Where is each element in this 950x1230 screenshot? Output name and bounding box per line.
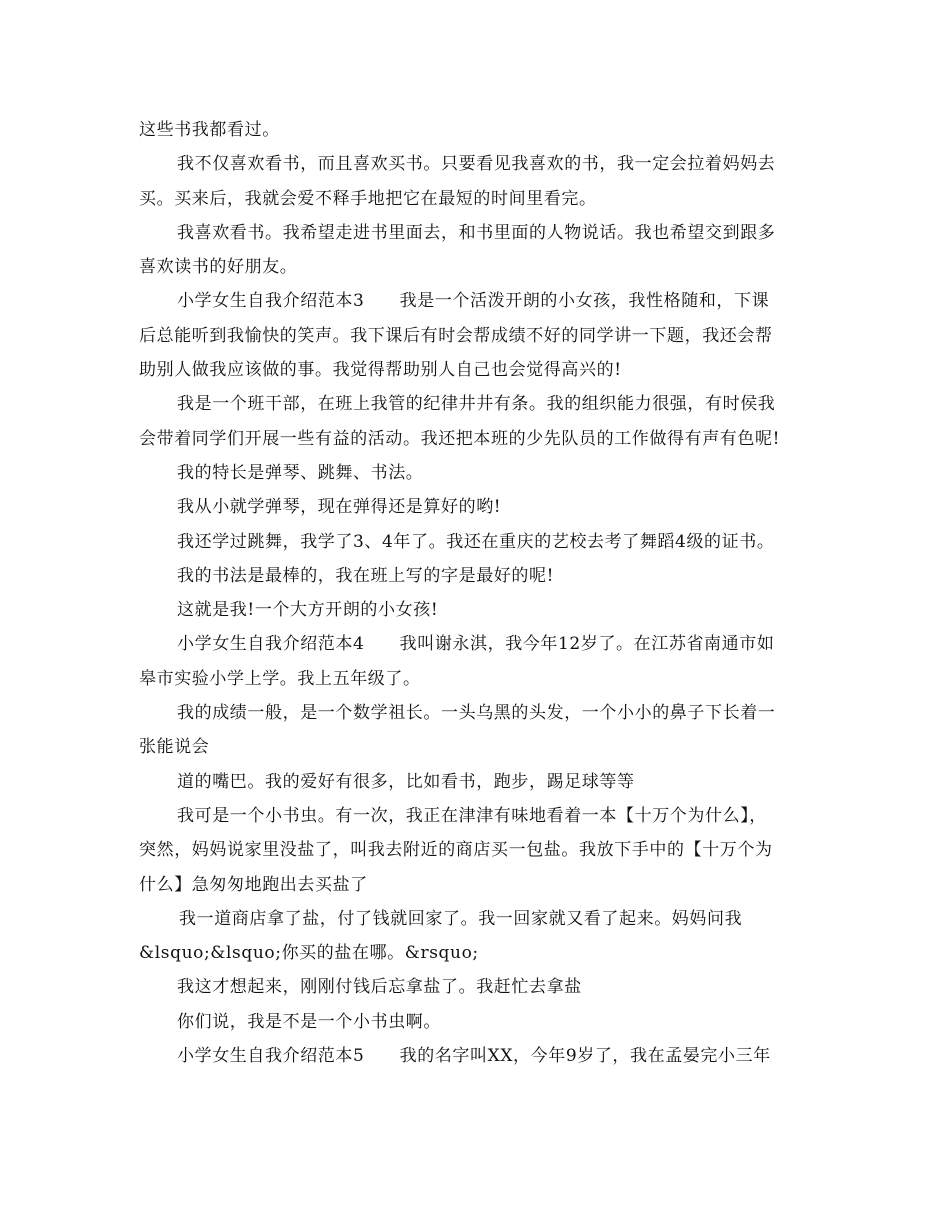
text-line: 我喜欢看书。我希望走进书里面去，和书里面的人物说话。我也希望交到跟多 <box>177 222 776 243</box>
text-line: 道的嘴巴。我的爱好有很多，比如看书，跑步，踢足球等等 <box>177 771 635 792</box>
text-line: 什么】急匆匆地跑出去买盐了 <box>139 874 368 895</box>
section-heading-line: 小学女生自我介绍范本4 我叫谢永淇，我今年12岁了。在江苏省南通市如 <box>177 634 775 655</box>
section-heading-line: 小学女生自我介绍范本5 我的名字叫XX，今年9岁了，我在孟晏完小三年 <box>177 1046 771 1067</box>
text-line: 买。买来后，我就会爱不释手地把它在最短的时间里看完。 <box>139 188 597 209</box>
text-line: 你们说，我是不是一个小书虫啊。 <box>177 1011 441 1032</box>
text-line: 这就是我!一个大方开朗的小女孩! <box>177 600 439 621</box>
text-line: 喜欢读书的好朋友。 <box>139 257 298 278</box>
text-line: 助别人做我应该做的事。我觉得帮助别人自己也会觉得高兴的! <box>139 360 622 381</box>
text-line: 我从小就学弹琴，现在弹得还是算好的哟! <box>177 497 502 518</box>
text-line: 突然，妈妈说家里没盐了，叫我去附近的商店买一包盐。我放下手中的【十万个为 <box>139 840 773 861</box>
text-line: 我这才想起来，刚刚付钱后忘拿盐了。我赶忙去拿盐 <box>177 977 582 998</box>
text-line: 张能说会 <box>139 737 210 758</box>
text-line: 我的特长是弹琴、跳舞、书法。 <box>177 462 424 483</box>
text-line: 这些书我都看过。 <box>139 120 280 140</box>
text-line: 皋市实验小学上学。我上五年级了。 <box>139 668 421 689</box>
document-body <box>139 113 829 1073</box>
text-line: 后总能听到我愉快的笑声。我下课后有时会帮成绩不好的同学讲一下题，我还会帮 <box>139 325 773 346</box>
text-line: 我是一个班干部，在班上我管的纪律井井有条。我的组织能力很强，有时侯我 <box>177 394 776 415</box>
text-line: 我不仅喜欢看书，而且喜欢买书。只要看见我喜欢的书，我一定会拉着妈妈去 <box>177 154 776 175</box>
text-line: 我可是一个小书虫。有一次，我正在津津有味地看着一本【十万个为什么】， <box>177 805 767 826</box>
text-line: 我还学过跳舞，我学了3、4年了。我还在重庆的艺校去考了舞蹈4级的证书。 <box>177 531 775 552</box>
section-heading-line: 小学女生自我介绍范本3 我是一个活泼开朗的小女孩，我性格随和，下课 <box>177 291 770 312</box>
text-line: 我的成绩一般，是一个数学祖长。一头乌黑的头发，一个小小的鼻子下长着一 <box>177 703 776 724</box>
text-line: 我一道商店拿了盐，付了钱就回家了。我一回家就又看了起来。妈妈问我 <box>179 908 743 929</box>
text-line: 我的书法是最棒的，我在班上写的字是最好的呢! <box>177 565 555 586</box>
text-line: &lsquo;&lsquo;你买的盐在哪。&rsquo; <box>139 943 479 964</box>
text-line: 会带着同学们开展一些有益的活动。我还把本班的少先队员的工作做得有声有色呢! <box>139 428 781 449</box>
